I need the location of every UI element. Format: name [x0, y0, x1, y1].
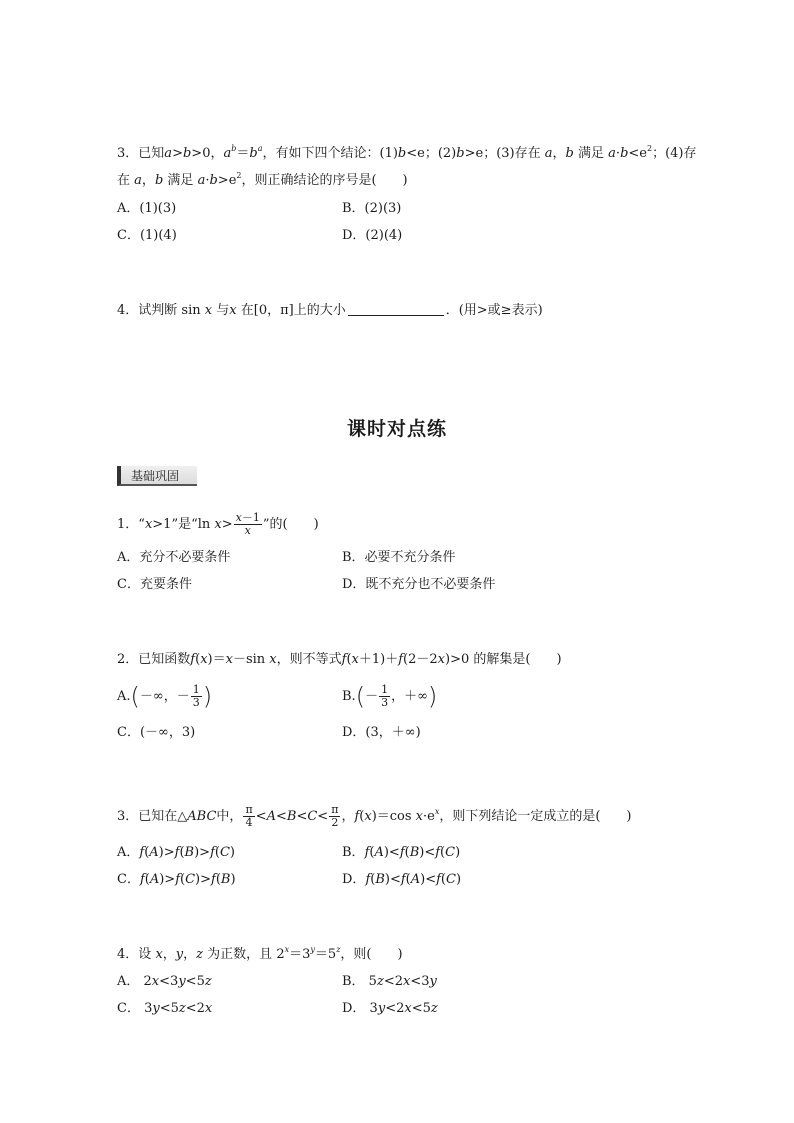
- q3-line: 3．已知在△ABC中， $\frac{\pi}{4}$ <A<B<C< $\frac{\pi}{2}$ ，f(x)＝cos $x\cdot e^x$，则下列结论一定成立的是( ): [117, 803, 632, 829]
- prev-q3-option-c[interactable]: C．(1)(4): [117, 228, 177, 243]
- section-tag: 基础巩固: [117, 466, 197, 486]
- q1-line: 1．“x>1”是“ln x> $\frac{x-1}{x}$ ”的( ): [117, 511, 319, 537]
- fraction: $\frac{1}{3}$: [381, 683, 389, 709]
- question-number: 4．: [117, 947, 139, 962]
- q4-option-a[interactable]: A． 2x<3y<5z: [117, 974, 212, 989]
- answer-blank[interactable]: [348, 302, 444, 316]
- prev-q4-line: 4．试判断 sin x 与x 在[0，π]上的大小 ．(用>或≥表示): [117, 303, 543, 318]
- prev-q3-line1: 3．已知a>b>0，$a^b=b^a$，有如下四个结论：(1)b<e；(2)b>e；(3)存在 a，b 满足 $a\cdot b<e^2$；(4)存: [117, 144, 697, 161]
- q3-option-d[interactable]: D．f(B)<f(A)<f(C): [342, 872, 462, 887]
- q1-option-c[interactable]: C．充要条件: [117, 577, 192, 592]
- q4-option-c[interactable]: C． 3y<5z<2x: [117, 1001, 213, 1016]
- question-number: 2．: [117, 652, 139, 667]
- prev-q3-option-a[interactable]: A．(1)(3): [117, 201, 177, 216]
- q4-line: 4．设 x，y，z 为正数，且 $2^x=3^y=5^z$，则( ): [117, 945, 403, 962]
- q2-option-b[interactable]: B.(－ $\frac{1}{3}$ ，＋∞): [342, 682, 438, 711]
- question-number: 3．: [117, 146, 139, 161]
- q1-option-d[interactable]: D．既不充分也不必要条件: [342, 577, 496, 592]
- q3-option-b[interactable]: B．f(A)<f(B)<f(C): [342, 845, 461, 860]
- q4-option-d[interactable]: D． 3y<2x<5z: [342, 1001, 438, 1016]
- fraction: $\frac{\pi}{4}$: [245, 803, 253, 829]
- question-number: 3．: [117, 809, 139, 824]
- fraction: $\frac{1}{3}$: [192, 683, 200, 709]
- q2-option-d[interactable]: D．(3，＋∞): [342, 725, 421, 740]
- q1-option-a[interactable]: A．充分不必要条件: [117, 550, 231, 565]
- q3-option-a[interactable]: A．f(A)>f(B)>f(C): [117, 845, 235, 860]
- fraction: $\frac{\pi}{2}$: [331, 803, 339, 829]
- q2-option-a[interactable]: A.(－∞，－ $\frac{1}{3}$ ): [117, 682, 213, 711]
- q3-option-c[interactable]: C．f(A)>f(C)>f(B): [117, 872, 236, 887]
- section-title: 课时对点练: [346, 418, 447, 440]
- question-number: 1．: [117, 517, 139, 532]
- question-number: 4．: [117, 303, 139, 318]
- prev-q3-option-b[interactable]: B．(2)(3): [342, 201, 402, 216]
- q4-option-b[interactable]: B． 5z<2x<3y: [342, 974, 437, 989]
- q2-option-c[interactable]: C．(－∞，3): [117, 725, 196, 740]
- prev-q3-line2: 在 a，b 满足 $a\cdot b>e^2$，则正确结论的序号是( ): [117, 171, 408, 188]
- q1-option-b[interactable]: B．必要不充分条件: [342, 550, 456, 565]
- prev-q3-option-d[interactable]: D．(2)(4): [342, 228, 403, 243]
- fraction: $\frac{x-1}{x}$: [235, 511, 260, 537]
- q2-line: 2．已知函数f(x)＝x－sin x，则不等式f(x＋1)＋f(2－2x)>0 的解集是( ): [117, 652, 562, 667]
